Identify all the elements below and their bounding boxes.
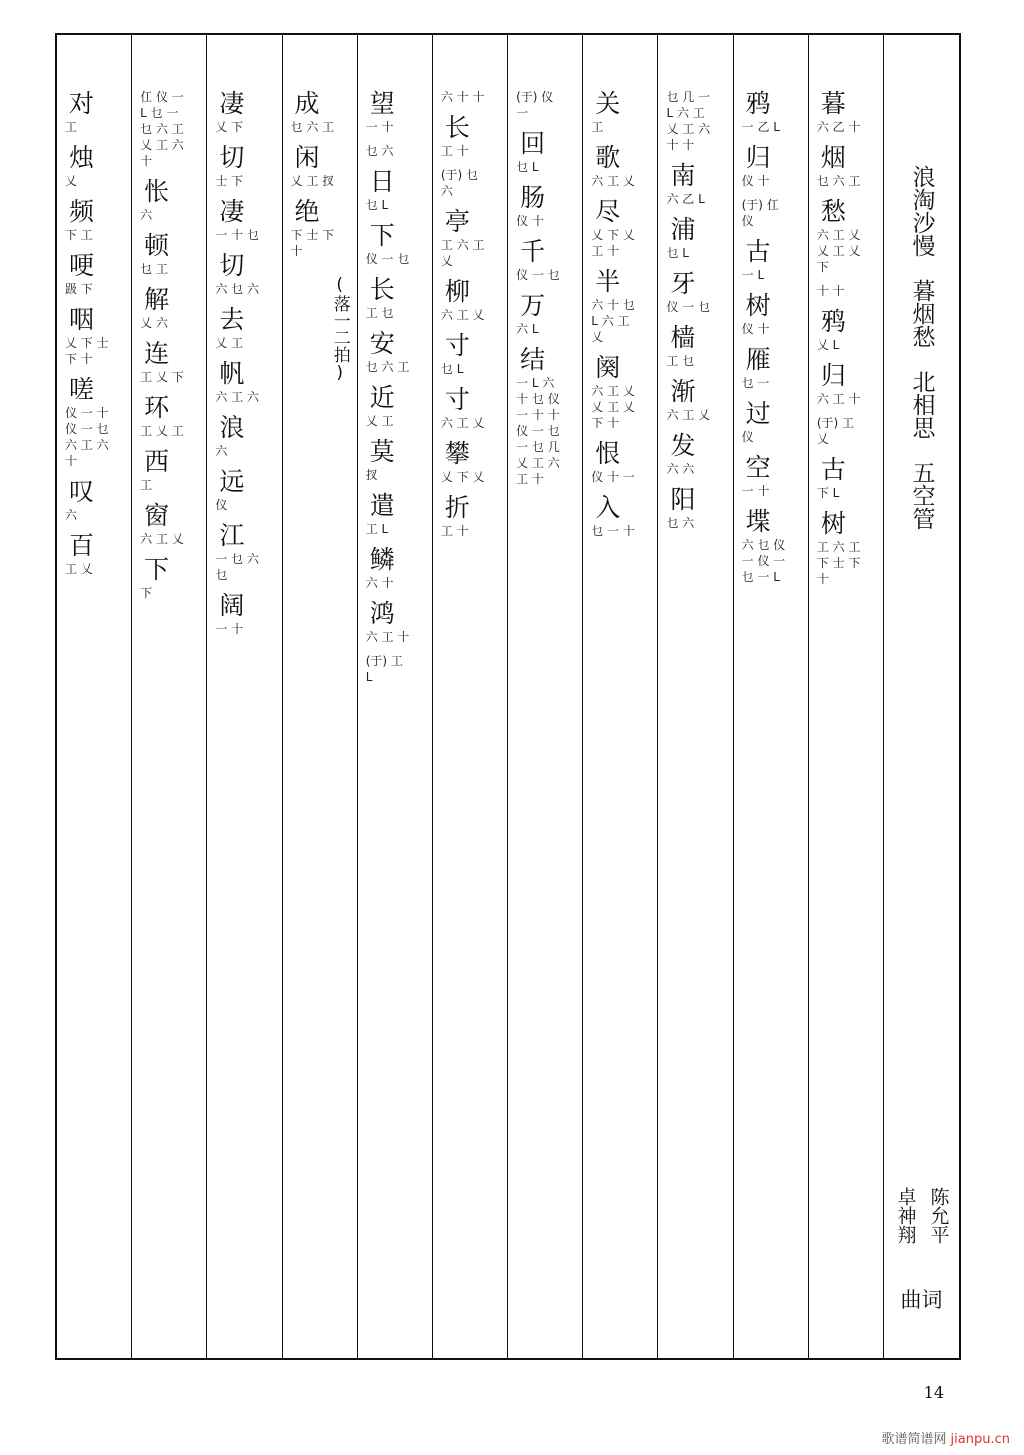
gongche-notation: 十 十: [816, 284, 845, 298]
gongche-notation: 乜 六 工: [290, 120, 335, 134]
lyric-unit: [587, 439, 653, 485]
lyric-character: 堞: [745, 507, 771, 536]
lyric-character: 樯: [670, 323, 696, 352]
lyric-unit: [136, 231, 202, 277]
lyric-unit: [738, 291, 804, 337]
lyric-character: 歌: [595, 143, 621, 172]
gongche-notation: 六 六: [666, 462, 695, 476]
verse-column-2: [733, 35, 808, 1358]
lyric-character: 鸿: [369, 599, 395, 628]
gongche-notation: 工 十: [440, 144, 469, 158]
verse-column-9: [206, 35, 281, 1358]
lyric-unit: [61, 375, 127, 469]
gongche-notation: 六 工 六: [215, 390, 259, 404]
verse-column-8: [282, 35, 357, 1358]
verse-column-4: [582, 35, 657, 1358]
composer-name: 卓神翔: [894, 1187, 917, 1244]
lyric-unit: [362, 383, 428, 429]
gongche-notation: 工 乜: [365, 306, 394, 320]
lyric-unit: [211, 467, 277, 513]
lyric-unit: [738, 237, 804, 283]
gongche-notation: 乂 下 士 下 十: [64, 336, 109, 366]
lyric-character: 攀: [444, 439, 470, 468]
verse-column-10: [131, 35, 206, 1358]
gongche-notation: 仪 十: [741, 174, 770, 188]
gongche-notation: (于) 仪 一: [516, 90, 554, 120]
gongche-notation: 乂 下: [215, 120, 244, 134]
gongche-notation: 一 十 乜: [215, 228, 259, 242]
lyric-character: 凄: [219, 89, 245, 118]
lyric-character: 渐: [670, 377, 696, 406]
gongche-notation: 一 L: [741, 268, 765, 282]
gongche-notation: 工 乂 下: [140, 370, 184, 384]
gongche-notation: 六 工 乂: [440, 416, 485, 430]
lyric-unit: [211, 413, 277, 459]
gongche-notation: 工 L: [365, 522, 389, 536]
lyric-unit: [211, 591, 277, 637]
verse-column-6: [432, 35, 507, 1358]
lyric-unit: [813, 283, 879, 299]
gongche-notation: 工 十: [440, 524, 469, 538]
lyric-unit: [738, 143, 804, 189]
gongche-notation: 乜 六: [365, 144, 394, 158]
lyric-unit: [136, 501, 202, 547]
lyric-character: 空: [745, 453, 771, 482]
gongche-notation: 仪 十: [516, 214, 544, 228]
gongche-notation: 工 乜: [666, 354, 695, 368]
gongche-notation: 六 工 乂 乂 工 乂 下: [816, 228, 861, 274]
gongche-notation: 乂 工 扠: [290, 174, 335, 188]
gongche-notation: 仪 一 十 仪 一 乜 六 工 六 十: [64, 406, 109, 468]
gongche-notation: 趿 下: [64, 282, 93, 296]
lyric-character: 寸: [444, 331, 470, 360]
title-sub-1: 暮烟愁: [908, 279, 935, 348]
lyric-character: 关: [595, 89, 621, 118]
lyric-unit: [662, 323, 728, 369]
lyric-unit: [738, 197, 804, 229]
lyric-unit: [662, 215, 728, 261]
lyric-unit: [437, 277, 503, 323]
gongche-notation: 仪 十 一: [591, 470, 635, 484]
lyric-character: 尽: [595, 197, 621, 226]
lyric-unit: [61, 477, 127, 523]
lyric-character: 频: [68, 197, 94, 226]
lyric-character: 南: [670, 161, 696, 190]
lyric-character: 烛: [68, 143, 94, 172]
lyric-unit: [662, 377, 728, 423]
lyric-unit: [211, 521, 277, 583]
gongche-notation: 仪: [741, 430, 754, 444]
lyric-unit: [362, 599, 428, 645]
lyric-character: 成: [294, 89, 320, 118]
lyric-character: 归: [820, 361, 846, 390]
lyric-unit: [61, 197, 127, 243]
gongche-notation: 仪: [215, 498, 228, 512]
lyric-unit: [662, 485, 728, 531]
lyric-character: 长: [369, 275, 395, 304]
lyric-character: 鳞: [369, 545, 395, 574]
lyric-unit: [512, 291, 578, 337]
lyric-unit: [362, 89, 428, 135]
gongche-notation: 六 工 乂: [140, 532, 184, 546]
gongche-notation: 工 六 工 下 士 下 十: [816, 540, 861, 586]
lyric-unit: [738, 345, 804, 391]
gongche-notation: 一 L 六 十 乜 仪 一 十 十 仪 一 乜 一 乜 几 乂 工 六 工 十: [516, 376, 560, 486]
lyric-unit: [512, 345, 578, 487]
lyric-character: 鸦: [745, 89, 771, 118]
lyric-unit: [587, 89, 653, 135]
lyric-character: 叹: [68, 477, 94, 506]
lyric-unit: [587, 493, 653, 539]
gongche-notation: 工 六 工 乂: [440, 238, 485, 268]
gongche-notation: 下 L: [816, 486, 840, 500]
lyric-unit: [437, 439, 503, 485]
lyric-character: 绝: [294, 197, 320, 226]
lyric-unit: [587, 353, 653, 431]
gongche-notation: 乂 L: [816, 338, 840, 352]
lyric-character: 环: [144, 393, 170, 422]
lyric-character: 浪: [219, 413, 245, 442]
gongche-notation: 仪 一 乜: [666, 300, 711, 314]
gongche-notation: 乜 工: [140, 262, 168, 276]
lyric-character: 半: [595, 267, 621, 296]
lyric-character: 长: [444, 113, 470, 142]
lyric-character: 鸦: [820, 307, 846, 336]
gongche-notation: 乜 L: [440, 362, 464, 376]
gongche-notation: (于) 工 乂: [816, 416, 854, 446]
gongche-notation: 六 乙 十: [816, 120, 861, 134]
lyric-character: 万: [520, 291, 546, 320]
watermark-site-name: 歌谱简谱网: [881, 1432, 947, 1447]
watermark-url[interactable]: jianpu.cn: [950, 1432, 1010, 1447]
lyric-character: 对: [68, 89, 94, 118]
lyric-unit: [512, 237, 578, 283]
gongche-notation: 工: [64, 120, 77, 134]
lyric-unit: [587, 143, 653, 189]
gongche-notation: 六 乙 L: [666, 192, 705, 206]
lyric-unit: [362, 545, 428, 591]
lyric-unit: [362, 275, 428, 321]
verse-column-3: [657, 35, 732, 1358]
lyric-unit: [136, 555, 202, 601]
gongche-notation: 工: [591, 120, 604, 134]
gongche-notation: 士 下: [215, 174, 244, 188]
gongche-notation: 下 士 下 十: [290, 228, 335, 258]
lyric-unit: [362, 437, 428, 483]
gongche-notation: 乜 六: [666, 516, 695, 530]
lyric-unit: [362, 221, 428, 267]
lyric-unit: [512, 89, 578, 121]
lyric-unit: [512, 183, 578, 229]
lyric-character: 千: [520, 237, 546, 266]
gongche-notation: 下: [140, 586, 153, 600]
lyric-character: 远: [219, 467, 245, 496]
lyric-character: 下: [144, 555, 170, 584]
lyric-unit: [738, 453, 804, 499]
lyric-character: 愁: [820, 197, 846, 226]
lyric-character: 遣: [369, 491, 395, 520]
lyric-character: 归: [745, 143, 771, 172]
lyric-character: 牙: [670, 269, 696, 298]
gongche-notation: 一 十: [365, 120, 394, 134]
lyric-character: 阳: [670, 485, 696, 514]
lyric-unit: [437, 113, 503, 159]
lyric-unit: [211, 305, 277, 351]
lyric-unit: [61, 531, 127, 577]
lyric-character: 连: [144, 339, 170, 368]
lyric-unit: [512, 129, 578, 175]
lyric-character: 寸: [444, 385, 470, 414]
lyric-unit: [211, 143, 277, 189]
title-key: 五空管: [908, 461, 935, 530]
gongche-notation: 六 工 乂 乂 工 乂 下 十: [591, 384, 635, 430]
gongche-notation: 六 工 十: [365, 630, 410, 644]
gongche-notation: 六 工 乂: [666, 408, 711, 422]
lyric-character: 古: [745, 237, 771, 266]
lyric-unit: [662, 89, 728, 153]
lyric-character: 切: [219, 251, 245, 280]
gongche-notation: 六 十 乜 L 六 工 乂: [591, 298, 635, 344]
lyric-unit: [813, 197, 879, 275]
lyric-unit: [287, 197, 353, 259]
lyric-unit: [136, 393, 202, 439]
lyric-unit: [136, 89, 202, 169]
lyric-unit: [738, 399, 804, 445]
gongche-notation: 乜 L: [516, 160, 539, 174]
gongche-notation: 乜 几 一 L 六 工 乂 工 六 十 十: [666, 90, 711, 152]
lyric-character: 折: [444, 493, 470, 522]
lyric-character: 肠: [520, 183, 546, 212]
lyric-character: 柳: [444, 277, 470, 306]
lyric-unit: [662, 431, 728, 477]
gongche-notation: (于) 仜 仪: [741, 198, 779, 228]
lyric-character: 树: [745, 291, 771, 320]
gongche-notation: 乂: [64, 174, 77, 188]
lyric-unit: [813, 89, 879, 135]
verse-column-7: [357, 35, 432, 1358]
lyric-character: 闲: [294, 143, 320, 172]
gongche-notation: 乂 工: [365, 414, 394, 428]
lyricist-name: 陈允平: [927, 1187, 950, 1244]
lyric-unit: [587, 267, 653, 345]
lyric-character: 回: [520, 129, 546, 158]
lyric-character: 咽: [68, 305, 94, 334]
lyric-unit: [813, 509, 879, 587]
gongche-notation: 六 十: [365, 576, 394, 590]
lyric-unit: [61, 89, 127, 135]
lyric-unit: [813, 143, 879, 189]
lyric-unit: [61, 143, 127, 189]
lyric-character: 结: [520, 345, 546, 374]
page-number: 14: [923, 1383, 944, 1402]
lyric-character: 阔: [219, 591, 245, 620]
lyric-unit: [813, 415, 879, 447]
lyric-unit: [362, 167, 428, 213]
lyric-unit: [136, 447, 202, 493]
lyric-unit: [211, 359, 277, 405]
gongche-notation: 乜 一 十: [591, 524, 635, 538]
lyric-unit: [211, 197, 277, 243]
lyric-character: 莫: [369, 437, 395, 466]
gongche-notation: 六: [64, 508, 77, 522]
lyric-unit: [813, 361, 879, 407]
gongche-notation: 六: [140, 208, 153, 222]
gongche-notation: 六 十 十: [440, 90, 485, 104]
gongche-notation: 工: [140, 478, 153, 492]
lyric-unit: [437, 167, 503, 199]
gongche-notation: 下 工: [64, 228, 93, 242]
gongche-notation: 六 工 乂: [440, 308, 485, 322]
gongche-notation: 六 工 十: [816, 392, 861, 406]
lyric-character: 窗: [144, 501, 170, 530]
lyric-unit: [287, 143, 353, 189]
lyric-unit: [662, 161, 728, 207]
lyric-character: 入: [595, 493, 621, 522]
gongche-notation: 六 L: [516, 322, 539, 336]
lyric-character: 树: [820, 509, 846, 538]
lyric-unit: [211, 251, 277, 297]
lyric-character: 浦: [670, 215, 696, 244]
lyric-character: 下: [369, 221, 395, 250]
lyric-character: 安: [369, 329, 395, 358]
lyric-unit: [437, 207, 503, 269]
lyric-character: 亭: [444, 207, 470, 236]
watermark[interactable]: [882, 1428, 1010, 1447]
lyric-character: 日: [369, 167, 395, 196]
lyric-character: 阕: [595, 353, 621, 382]
lyric-character: 发: [670, 431, 696, 460]
lyric-character: 帆: [219, 359, 245, 388]
lyric-unit: [362, 329, 428, 375]
lyric-unit: [437, 493, 503, 539]
lyric-character: 怅: [144, 177, 170, 206]
gongche-notation: 乜 L: [666, 246, 689, 260]
title-sub-2: 北相思: [908, 370, 935, 439]
lyric-character: 嗟: [68, 375, 94, 404]
gongche-notation: (于) 工 L: [365, 654, 403, 684]
lyric-character: 切: [219, 143, 245, 172]
lyric-character: 解: [144, 285, 170, 314]
lyric-character: 过: [745, 399, 771, 428]
lyric-character: 暮: [820, 89, 846, 118]
lyric-unit: [136, 285, 202, 331]
gongche-notation: 仪 一 乜: [516, 268, 560, 282]
lyric-character: 百: [68, 531, 94, 560]
gongche-notation: 工 乂 工: [140, 424, 184, 438]
gongche-notation: 乂 工: [215, 336, 244, 350]
lyric-unit: [813, 455, 879, 501]
lyric-character: 恨: [595, 439, 621, 468]
lyric-unit: [61, 251, 127, 297]
verse-column-1: [808, 35, 883, 1358]
lyric-unit: [738, 507, 804, 585]
lyric-character: 去: [219, 305, 245, 334]
gongche-notation: (于) 乜 六: [440, 168, 479, 198]
lyric-character: 古: [820, 455, 846, 484]
lyric-unit: [437, 385, 503, 431]
lyric-character: 望: [369, 89, 395, 118]
lyric-unit: [587, 197, 653, 259]
gongche-notation: 乂 下 乂: [440, 470, 485, 484]
lyric-unit: [362, 653, 428, 685]
lyric-unit: [211, 89, 277, 135]
lyric-unit: [437, 89, 503, 105]
lyric-unit: [136, 339, 202, 385]
gongche-notation: 乜 六 工: [816, 174, 861, 188]
lyric-character: 西: [144, 447, 170, 476]
lyric-unit: [61, 305, 127, 367]
gongche-notation: 仜 仪 一 L 乜 一 乜 六 工 乂 工 六 十: [140, 90, 184, 168]
lyric-character: 烟: [820, 143, 846, 172]
lyric-unit: [662, 269, 728, 315]
gongche-notation: 六: [215, 444, 228, 458]
lyric-unit: [287, 89, 353, 135]
lyric-unit: [813, 307, 879, 353]
lyric-unit: [437, 331, 503, 377]
lyric-unit: [738, 89, 804, 135]
credits: [892, 1187, 952, 1244]
verse-column-11: [57, 35, 131, 1358]
gongche-notation: 工 乂: [64, 562, 93, 576]
lyric-character: 哽: [68, 251, 94, 280]
gongche-notation: 仪 十: [741, 322, 770, 336]
gongche-notation: 乜 L: [365, 198, 389, 212]
credit-role: 曲词: [900, 1288, 943, 1312]
lyric-character: 雁: [745, 345, 771, 374]
lyric-character: 近: [369, 383, 395, 412]
gongche-notation: 乜 一: [741, 376, 770, 390]
lyric-unit: [362, 491, 428, 537]
gongche-notation: 一 乙 L: [741, 120, 780, 134]
gongche-notation: 六 乜 六: [215, 282, 259, 296]
lyric-character: 顿: [144, 231, 170, 260]
gongche-notation: 乂 六: [140, 316, 168, 330]
title-column: [883, 35, 959, 1358]
lyric-character: 江: [219, 521, 245, 550]
beat-note: (落一二拍): [329, 275, 350, 383]
gongche-notation: 一 十: [215, 622, 244, 636]
lyric-character: 凄: [219, 197, 245, 226]
gongche-notation: 仪 一 乜: [365, 252, 410, 266]
gongche-notation: 一 十: [741, 484, 770, 498]
lyric-unit: [362, 143, 428, 159]
title-main: 浪淘沙慢: [908, 165, 935, 257]
lyric-unit: [136, 177, 202, 223]
gongche-notation: 乂 下 乂 工 十: [591, 228, 635, 258]
score-frame: [55, 33, 961, 1360]
gongche-notation: 一 乜 六 乜: [215, 552, 259, 582]
verse-column-5: [507, 35, 582, 1358]
gongche-notation: 六 工 乂: [591, 174, 635, 188]
gongche-notation: 扠: [365, 468, 378, 482]
gongche-notation: 六 乜 仪 一 仪 一 乜 一 L: [741, 538, 786, 584]
gongche-notation: 乜 六 工: [365, 360, 410, 374]
